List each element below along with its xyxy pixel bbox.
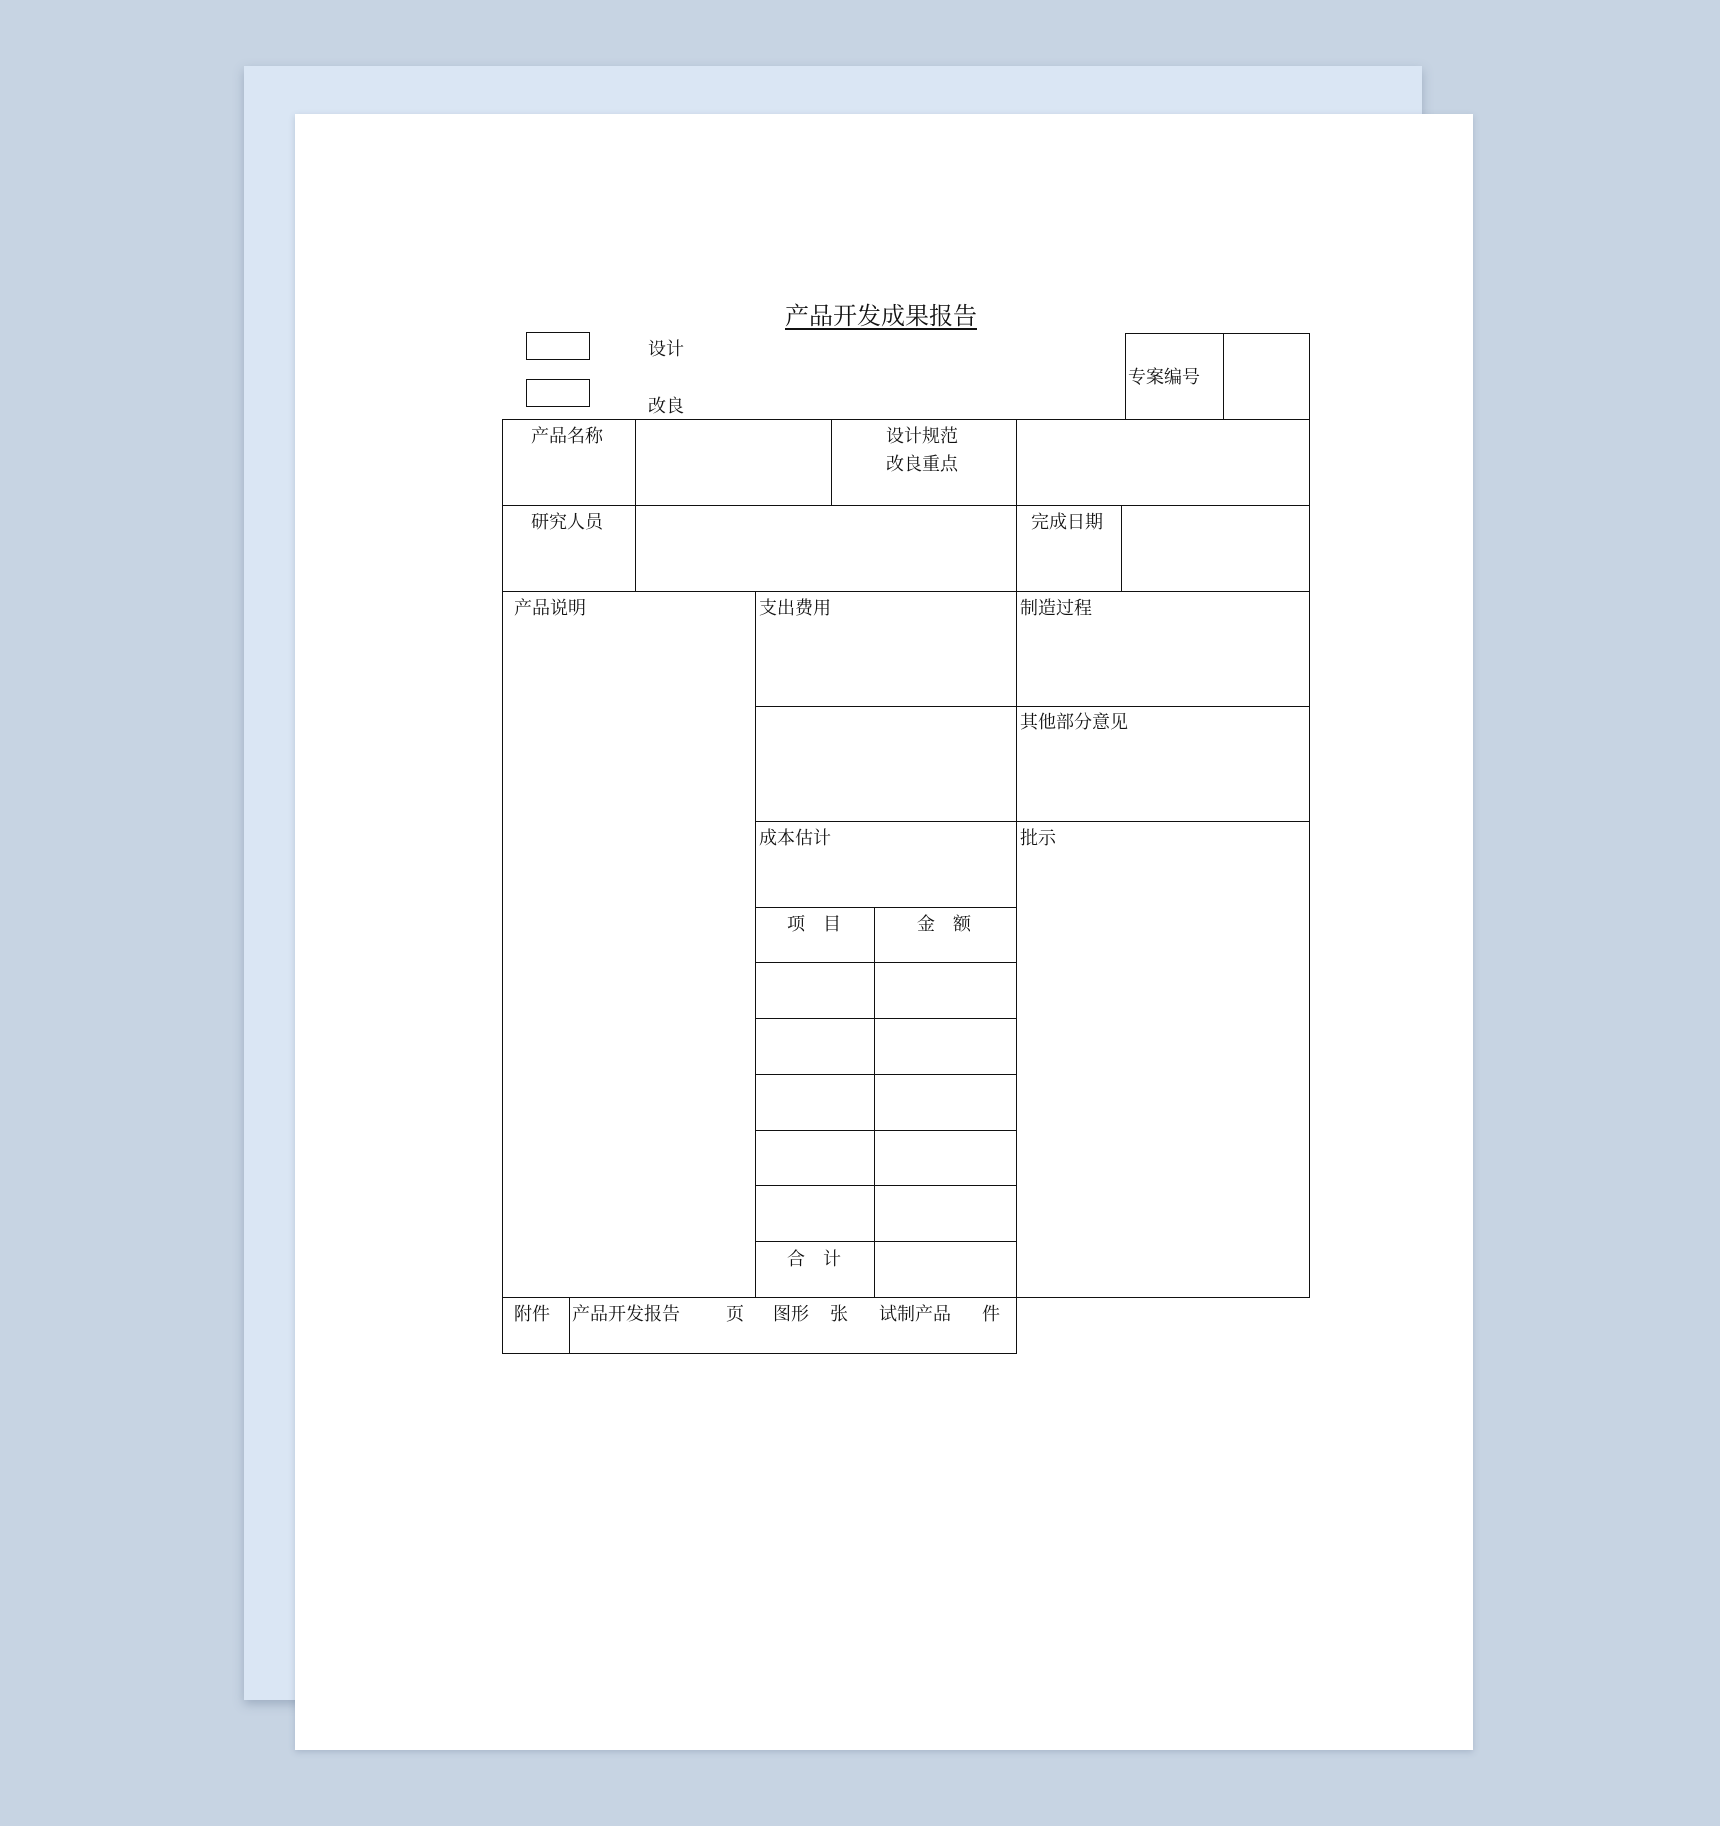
- manufacturing-field[interactable]: [1018, 622, 1308, 704]
- cost-row-line: [755, 1185, 1017, 1186]
- cost-row-line: [755, 1241, 1017, 1242]
- product-name-label: 产品名称: [531, 426, 603, 447]
- completion-date-label: 完成日期: [1031, 512, 1103, 533]
- cost-total-field[interactable]: [876, 1243, 1015, 1295]
- project-number-label: 专案编号: [1128, 367, 1200, 388]
- attachments-label: 附件: [514, 1304, 550, 1325]
- attachment-report-label: 产品开发报告: [572, 1304, 680, 1325]
- attachment-trial-unit: 件: [982, 1304, 1000, 1325]
- improve-option-label: 改良: [648, 396, 684, 417]
- cost-row-line: [755, 1018, 1017, 1019]
- attachment-divider: [569, 1297, 570, 1353]
- form-border-left: [502, 419, 503, 1354]
- cost-table-item-header: 项 目: [787, 914, 841, 935]
- product-description-field[interactable]: [504, 622, 753, 1295]
- row1-bottom-line: [502, 505, 1310, 506]
- design-spec-label-line1: 设计规范: [886, 426, 958, 447]
- cost-item-field[interactable]: [757, 1076, 872, 1128]
- section-divider: [755, 591, 756, 1297]
- project-box-top: [1125, 333, 1310, 334]
- cost-estimate-label: 成本估计: [759, 828, 831, 849]
- row1-divider-a: [635, 419, 636, 591]
- attachment-trial-label: 试制产品: [879, 1304, 951, 1325]
- project-box-left: [1125, 333, 1126, 419]
- expenditure-field[interactable]: [757, 622, 1014, 704]
- page-title: 产品开发成果报告: [785, 302, 977, 330]
- project-box-divider: [1223, 333, 1224, 419]
- design-checkbox[interactable]: [526, 332, 590, 360]
- cost-row-line: [755, 1130, 1017, 1131]
- cost-amount-field[interactable]: [876, 1020, 1015, 1072]
- form-border-bottom: [502, 1353, 1017, 1354]
- product-description-label: 产品说明: [514, 598, 586, 619]
- expenditure-label: 支出费用: [759, 598, 831, 619]
- researcher-label: 研究人员: [531, 512, 603, 533]
- attachment-drawings-unit: 张: [830, 1304, 848, 1325]
- cost-row-line: [755, 962, 1017, 963]
- other-opinions-label: 其他部分意见: [1020, 712, 1128, 733]
- mid-line-2: [755, 821, 1310, 822]
- attachment-pages-unit: 页: [726, 1304, 744, 1325]
- expenditure-extra-field[interactable]: [757, 708, 1014, 820]
- col-divider-main: [1016, 419, 1017, 1354]
- cost-amount-field[interactable]: [876, 1076, 1015, 1128]
- cost-table-amount-header: 金 额: [917, 914, 971, 935]
- design-option-label: 设计: [648, 339, 684, 360]
- project-number-field[interactable]: [1225, 335, 1308, 418]
- instructions-field[interactable]: [1018, 852, 1308, 1295]
- row2-divider: [1121, 505, 1122, 591]
- cost-amount-field[interactable]: [876, 1187, 1015, 1239]
- improve-checkbox[interactable]: [526, 379, 590, 407]
- mid-line-1: [755, 706, 1310, 707]
- manufacturing-label: 制造过程: [1020, 598, 1092, 619]
- cost-row-line: [755, 1074, 1017, 1075]
- instructions-label: 批示: [1020, 828, 1056, 849]
- cost-estimate-line: [755, 907, 1017, 908]
- design-spec-label-line2: 改良重点: [886, 454, 958, 475]
- form-border-right: [1309, 333, 1310, 1297]
- cost-amount-field[interactable]: [876, 1132, 1015, 1183]
- cost-item-field[interactable]: [757, 1132, 872, 1183]
- cost-table-divider: [874, 907, 875, 1297]
- form-border-top: [502, 419, 1310, 420]
- cost-amount-field[interactable]: [876, 964, 1015, 1016]
- row2-bottom-line: [502, 591, 1310, 592]
- cost-table-bottom: [502, 1297, 1310, 1298]
- design-spec-field[interactable]: [1018, 421, 1308, 503]
- cost-item-field[interactable]: [757, 1020, 872, 1072]
- researcher-field[interactable]: [637, 507, 1014, 589]
- attachment-drawings-label: 图形: [773, 1304, 809, 1325]
- completion-date-field[interactable]: [1123, 507, 1308, 589]
- row1-divider-b: [831, 419, 832, 505]
- product-name-field[interactable]: [637, 421, 829, 503]
- cost-total-label: 合 计: [787, 1249, 841, 1270]
- other-opinions-field[interactable]: [1018, 736, 1308, 820]
- cost-item-field[interactable]: [757, 1187, 872, 1239]
- cost-item-field[interactable]: [757, 964, 872, 1016]
